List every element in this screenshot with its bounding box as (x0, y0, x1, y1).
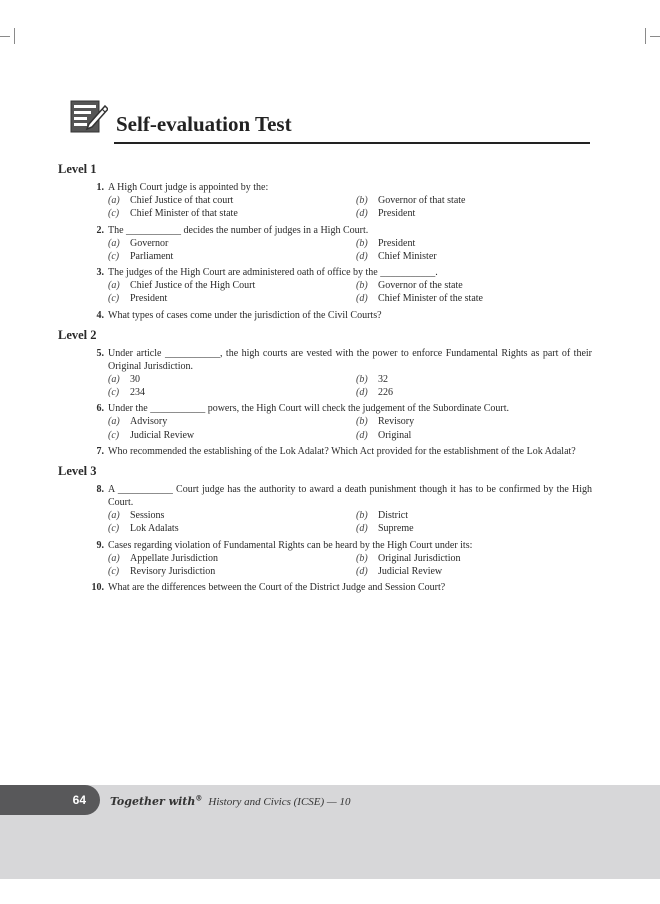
option-text: Chief Minister of that state (130, 208, 238, 220)
option (356, 415, 582, 428)
option-text: District (378, 509, 408, 521)
question-number: 8. (96, 483, 104, 495)
page-footer (0, 785, 660, 879)
option (108, 429, 356, 442)
option-label: (d) (356, 208, 368, 220)
question-text: A High Court judge is appointed by the: (108, 182, 269, 193)
option (356, 292, 582, 305)
option-label: (c) (108, 429, 120, 441)
question-text: The ___________ decides the number of judges in a High Court. (108, 224, 369, 236)
question (58, 581, 592, 594)
option-text: Judicial Review (130, 429, 195, 441)
option-text: Revisory (378, 416, 415, 428)
option-label: (b) (356, 509, 368, 521)
option-label: (d) (356, 250, 368, 262)
option-label: (b) (356, 373, 368, 385)
option (108, 509, 356, 522)
option (356, 237, 582, 250)
option (108, 250, 356, 263)
option-text: President (378, 208, 416, 220)
registered-mark: ® (195, 793, 203, 802)
section-header (70, 100, 590, 144)
options (108, 279, 592, 306)
question-text: Under the ___________ powers, the High Court will check the judgement of the Subordinate Court. (108, 403, 510, 415)
option (108, 207, 356, 220)
level-heading: Level 2 (58, 327, 97, 342)
option-label: (a) (108, 280, 120, 292)
test-content (58, 162, 592, 597)
option (356, 386, 582, 399)
option (108, 292, 356, 305)
option (108, 373, 356, 386)
book-title: History and Civics (ICSE) — 10 (208, 795, 351, 808)
level-heading: Level 1 (58, 162, 97, 176)
option-text: Judicial Review (378, 565, 443, 577)
crop-mark (650, 36, 660, 37)
crop-mark (645, 28, 646, 44)
option-label: (a) (108, 416, 120, 428)
option-text: Chief Justice of the High Court (130, 280, 256, 292)
question-text: A ___________ Court judge has the authority to award a death punishment though it has to be confirmed by the High Court. (108, 483, 592, 508)
question-number: 4. (96, 309, 104, 321)
options (108, 237, 592, 264)
question (58, 309, 592, 322)
page-number: 64 (0, 785, 100, 815)
option-text: Revisory Jurisdiction (130, 565, 216, 577)
option (108, 237, 356, 250)
option-label: (c) (108, 565, 120, 577)
option-label: (a) (108, 237, 120, 249)
option (356, 509, 582, 522)
question (58, 483, 592, 536)
question-text: What are the differences between the Court of the District Judge and Session Court? (108, 582, 446, 594)
crop-mark (0, 36, 10, 37)
question (58, 402, 592, 442)
title-rule (114, 142, 590, 144)
option-text: Chief Minister of the state (378, 293, 483, 305)
option-label: (a) (108, 195, 120, 206)
question (58, 539, 592, 579)
option-label: (a) (108, 509, 120, 521)
brand-logo (110, 795, 202, 808)
question-text: What types of cases come under the jurisdiction of the Civil Courts? (108, 309, 382, 321)
options (108, 373, 592, 400)
option-text: Governor of the state (378, 280, 463, 292)
option-label: (b) (356, 237, 368, 249)
question-number: 10. (91, 582, 104, 594)
option-text: Advisory (130, 416, 168, 428)
question-number: 3. (96, 267, 104, 279)
option (356, 194, 582, 207)
question-number: 5. (96, 347, 104, 359)
notepad-pencil-icon (70, 100, 108, 134)
option (356, 565, 582, 578)
level-heading: Level 3 (58, 463, 97, 478)
option (108, 279, 356, 292)
options (108, 415, 592, 442)
question (58, 445, 592, 458)
question-number: 7. (96, 445, 104, 457)
option-text: Governor (130, 237, 169, 249)
option-text: Chief Justice of that court (130, 195, 234, 206)
question-number: 6. (96, 403, 104, 415)
option-label: (d) (356, 565, 368, 577)
option-text: 32 (378, 373, 388, 385)
option (356, 429, 582, 442)
question-number: 1. (96, 182, 104, 193)
options (108, 194, 592, 221)
option (356, 250, 582, 263)
option (108, 552, 356, 565)
question (58, 347, 592, 400)
question (58, 266, 592, 306)
option-text: Supreme (378, 523, 414, 535)
option-label: (b) (356, 416, 368, 428)
option-label: (d) (356, 387, 368, 399)
option (108, 386, 356, 399)
option (356, 522, 582, 535)
option-text: Original (378, 429, 412, 441)
question-number: 9. (96, 539, 104, 551)
option-label: (d) (356, 429, 368, 441)
option (108, 415, 356, 428)
option (356, 373, 582, 386)
option-label: (c) (108, 523, 120, 535)
question-text: Cases regarding violation of Fundamental Rights can be heard by the High Court under its: (108, 539, 473, 551)
options (108, 509, 592, 536)
option-text: Governor of that state (378, 195, 466, 206)
option-text: Appellate Jurisdiction (130, 552, 219, 564)
option (356, 279, 582, 292)
option-label: (d) (356, 293, 368, 305)
option-label: (c) (108, 208, 120, 220)
question-number: 2. (96, 224, 104, 236)
option-label: (c) (108, 250, 120, 262)
option-label: (a) (108, 552, 120, 564)
option-label: (c) (108, 387, 120, 399)
option-label: (c) (108, 293, 120, 305)
option-label: (a) (108, 373, 120, 385)
brand-name: Together with (110, 794, 196, 808)
question-text: Who recommended the establishing of the Lok Adalat? Which Act provided for the establishment of the Lok Adalat? (108, 445, 576, 457)
footer-text (110, 793, 350, 808)
option (108, 522, 356, 535)
options (108, 552, 592, 579)
crop-mark (14, 28, 15, 44)
page-title: Self-evaluation Test (116, 112, 292, 136)
option-text: Chief Minister (378, 250, 437, 262)
option-label: (b) (356, 195, 368, 206)
option (356, 207, 582, 220)
question (58, 181, 592, 221)
option-text: 226 (378, 387, 393, 399)
option (108, 565, 356, 578)
option-label: (b) (356, 552, 368, 564)
option-text: 234 (130, 387, 145, 399)
option (108, 194, 356, 207)
option (356, 552, 582, 565)
option-label: (b) (356, 280, 368, 292)
option-text: President (130, 293, 168, 305)
option-text: Lok Adalats (130, 523, 179, 535)
option-text: 30 (130, 373, 140, 385)
question (58, 224, 592, 264)
option-text: Original Jurisdiction (378, 552, 461, 564)
option-label: (d) (356, 523, 368, 535)
question-text: Under article ___________, the high courts are vested with the power to enforce Fundamental Rights as part of their Original Jurisdiction. (108, 347, 592, 372)
option-text: President (378, 237, 416, 249)
option-text: Parliament (130, 250, 174, 262)
question-text: The judges of the High Court are administered oath of office by the ___________. (108, 267, 438, 279)
option-text: Sessions (130, 509, 165, 521)
